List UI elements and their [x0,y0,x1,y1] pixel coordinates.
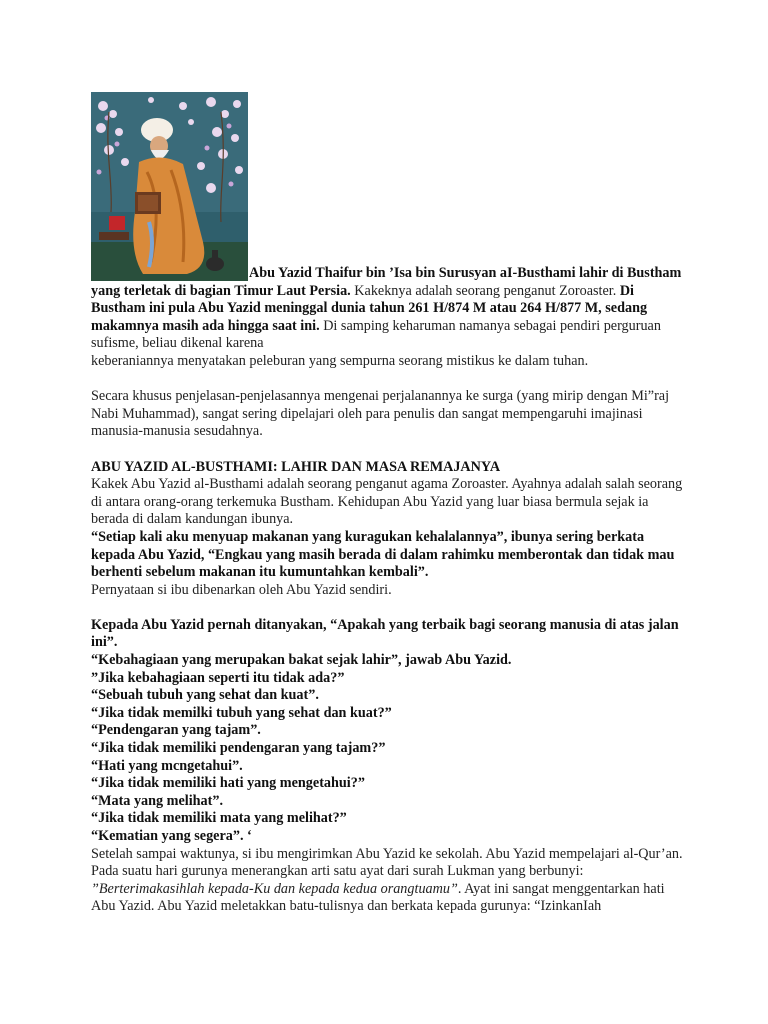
intro-text-3: keberaniannya menyatakan peleburan yang sempurna seorang mistikus ke dalam tuhan. [91,352,589,369]
paragraph-4: Pernyataan si ibu dibenarkan oleh Abu Yazid sendiri. [91,581,392,598]
dialogue-line: ”Jika kebahagiaan seperti itu tidak ada?” [91,669,345,686]
paragraph-5-quote: ”Berterimakasihlah kepada-Ku dan kepada kedua orangtuamu” [91,880,458,897]
paragraph-5-text-2: . Ayat ini sangat menggentarkan hati Abu Yazid. Abu Yazid meletakkan batu-tulisnya dan berkata kepada gurunya: “IzinkanIah [91,880,665,915]
dialogue-line: “Mata yang melihat”. [91,792,224,809]
dialogue-line: “Jika tidak memiliki mata yang melihat?” [91,810,347,827]
dialogue-line: “Kebahagiaan yang merupakan bakat sejak lahir”, jawab Abu Yazid. [91,652,512,669]
dialogue-line: Kepada Abu Yazid pernah ditanyakan, “Apakah yang terbaik bagi seorang manusia di atas jalan ini”. [91,616,679,651]
quote-1: “Setiap kali aku menyuap makanan yang kuragukan kehalalannya”, ibunya sering berkata kepada Abu Yazid, “Engkau yang masih berada di dalam rahimku memberontak dan tidak mau berhenti sebelum makanan itu kumuntahkan kembali”. [91,528,675,581]
dialogue-line: “Jika tidak memiliki pendengaran yang tajam?” [91,740,386,757]
portrait-illustration [91,92,248,281]
paragraph-3: Kakek Abu Yazid al-Busthami adalah seorang penganut agama Zoroaster. Ayahnya adalah salah seorang di antara orang-orang terkemuka Bustham. Kehidupan Abu Yazid yang luar biasa bermula sejak ia berada di dalam kandungan ibunya. [91,476,683,528]
intro-text-2: Di samping keharuman namanya sebagai pendiri perguruan sufisme, beliau dikenal karena [91,317,661,352]
dialogue-line: “Sebuah tubuh yang sehat dan kuat”. [91,687,319,704]
dialogue-line: “Pendengaran yang tajam”. [91,722,261,739]
paragraph-2: Secara khusus penjelasan-penjelasannya mengenai perjalanannya ke surga (yang mirip dengan Mi”raj Nabi Muhammad), sangat sering dipelajari oleh para penulis dan sangat mempengaruhi imajinasi manusia-manusia sesudahnya. [91,388,670,440]
intro-bold-2: Di Bustham ini pula Abu Yazid meninggal dunia tahun 261 H/874 M atau 264 H/877 M, sedang makamnya masih ada hingga saat ini. [91,282,648,334]
paragraph-5-text-1: Setelah sampai waktunya, si ibu mengirimkan Abu Yazid ke sekolah. Abu Yazid mempelajari al-Qur’an. Pada suatu hari gurunya menerangkan arti satu ayat dari surah Lukman yang berbunyi: [91,845,683,880]
dialogue-line: “Hati yang mcngetahui”. [91,757,243,774]
document-body [91,90,687,916]
intro-text-1: Kakeknya adalah seorang penganut Zoroaster. [350,282,620,299]
paragraph-5 [91,846,687,916]
intro-bold-1: Abu Yazid Thaifur bin ’Isa bin Surusyan aI-Busthami lahir di Bustham yang terletak di bagian Timur Laut Persia. [91,265,682,299]
dialogue-line: “Jika tidak memiliki hati yang mengetahui?” [91,775,365,792]
dialogue-line: “Kematian yang segera”. ‘ [91,828,252,844]
section-heading: ABU YAZID AL-BUSTHAMI: LAHIR DAN MASA REMAJANYA [91,458,501,475]
dialogue-line: “Jika tidak memilki tubuh yang sehat dan kuat?” [91,704,392,721]
